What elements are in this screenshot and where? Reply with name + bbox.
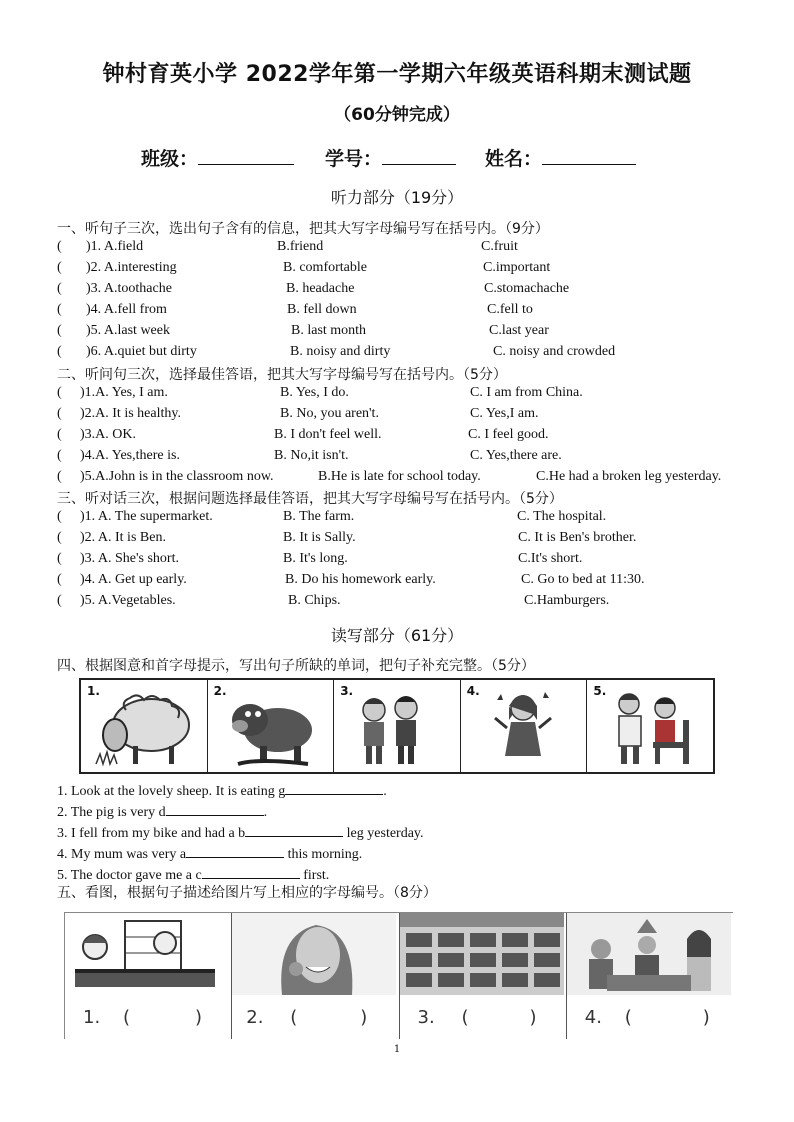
answer-bracket[interactable]: (: [57, 344, 62, 359]
page-title: 钟村育英小学 2022学年第一学期六年级英语科期末测试题: [102, 62, 692, 87]
answer-blank[interactable]: [202, 864, 300, 879]
sentence-text: 5. The doctor gave me a c: [57, 868, 202, 883]
part5-label-2: 2. ( ): [246, 1007, 368, 1028]
option-b: B. No,it isn't.: [274, 448, 349, 463]
traffic-jam-icon: [400, 913, 564, 995]
fill-in-sentence: [57, 822, 424, 842]
option-a: )2.A. It is healthy.: [80, 406, 181, 421]
option-b: B. headache: [286, 281, 355, 296]
question-row: [0, 448, 794, 468]
question-row: [0, 385, 794, 405]
option-a: )5.A.John is in the classroom now.: [80, 469, 274, 484]
part2-instruction: 二、听问句三次，选择最佳答语，把其大写字母编号写在括号内。（5分）: [57, 367, 507, 383]
option-b: B. Do his homework early.: [285, 572, 436, 587]
option-b: B. Yes, I do.: [280, 385, 349, 400]
option-b: B.friend: [277, 239, 324, 254]
answer-bracket[interactable]: (: [57, 469, 62, 484]
option-c: C.stomachache: [484, 281, 570, 296]
answer-bracket[interactable]: (: [57, 260, 62, 275]
part3-instruction: 三、听对话三次，根据问题选择最佳答语，把其大写字母编号写在括号内。（5分）: [57, 491, 563, 507]
option-c: C. noisy and crowded: [493, 344, 616, 359]
option-a: )4. A. Get up early.: [80, 572, 187, 587]
answer-bracket[interactable]: (: [57, 323, 62, 338]
sentence-end: .: [263, 805, 268, 820]
question-row: [0, 344, 794, 364]
option-c: C.He had a broken leg yesterday.: [536, 469, 722, 484]
option-c: C.last year: [489, 323, 549, 338]
part1-instruction: 一、听句子三次，选出句子含有的信息，把其大写字母编号写在括号内。（9分）: [57, 221, 549, 237]
picture-5: [587, 680, 713, 772]
question-row: [0, 239, 794, 259]
question-row: [0, 302, 794, 322]
option-a: )1.A. Yes, I am.: [80, 385, 168, 400]
page-number: 1: [393, 1044, 401, 1055]
part4-picture-strip: [79, 678, 715, 774]
option-b: B. No, you aren't.: [280, 406, 379, 421]
time-limit: （60分钟完成）: [334, 105, 460, 125]
answer-bracket[interactable]: (: [57, 551, 62, 566]
option-c: C. I feel good.: [468, 427, 549, 442]
sentence-end: this morning.: [284, 847, 363, 862]
answer-bracket[interactable]: (: [57, 427, 62, 442]
picture-4: [461, 680, 588, 772]
option-b: B. fell down: [287, 302, 357, 317]
option-c: C.It's short.: [518, 551, 583, 566]
question-row: [0, 427, 794, 447]
question-row: [0, 572, 794, 592]
picture-2: [208, 680, 335, 772]
option-a: )3. A.toothache: [86, 281, 172, 296]
question-row: [0, 406, 794, 426]
answer-blank[interactable]: [186, 843, 284, 858]
option-c: C. Yes,I am.: [470, 406, 539, 421]
student-id-blank[interactable]: [382, 146, 456, 165]
picture-1: [81, 680, 208, 772]
option-b: B. It's long.: [283, 551, 348, 566]
picture-number: 5.: [593, 684, 607, 698]
part5-label-3: 3. ( ): [417, 1007, 537, 1028]
part5-instruction: 五、看图，根据句子描述给图片写上相应的字母编号。（8分）: [57, 885, 437, 901]
question-row: [0, 323, 794, 343]
answer-bracket[interactable]: (: [57, 593, 62, 608]
option-c: C. The hospital.: [517, 509, 607, 524]
shop-counter-icon: [65, 913, 229, 995]
option-a: )5. A.Vegetables.: [80, 593, 176, 608]
part5-picture-3: [400, 913, 567, 1039]
option-c: C.important: [483, 260, 551, 275]
sentence-text: 1. Look at the lovely sheep. It is eating g: [57, 784, 286, 799]
option-b: B. comfortable: [283, 260, 367, 275]
sentence-text: 4. My mum was very a: [57, 847, 187, 862]
option-a: )2. A.interesting: [86, 260, 177, 275]
option-a: )3. A. She's short.: [80, 551, 179, 566]
option-a: )4.A. Yes,there is.: [80, 448, 180, 463]
answer-bracket[interactable]: (: [57, 281, 62, 296]
sentence-end: leg yesterday.: [343, 826, 424, 841]
question-row: [0, 260, 794, 280]
answer-bracket[interactable]: (: [57, 509, 62, 524]
answer-blank[interactable]: [166, 801, 264, 816]
option-b: B. It is Sally.: [283, 530, 356, 545]
answer-bracket[interactable]: (: [57, 572, 62, 587]
option-a: )4. A.fell from: [86, 302, 167, 317]
option-a: )3.A. OK.: [80, 427, 136, 442]
part4-instruction: 四、根据图意和首字母提示，写出句子所缺的单词，把句子补充完整。（5分）: [57, 658, 535, 674]
class-label: 班级：: [141, 148, 199, 170]
question-row: [0, 281, 794, 301]
fill-in-sentence: [57, 801, 267, 821]
part5-picture-4: [567, 913, 733, 1039]
answer-blank[interactable]: [245, 822, 343, 837]
option-a: )5. A.last week: [86, 323, 170, 338]
answer-bracket[interactable]: (: [57, 302, 62, 317]
name-blank[interactable]: [542, 146, 636, 165]
part5-label-1: 1. ( ): [83, 1007, 203, 1028]
option-c: C.fell to: [487, 302, 533, 317]
option-b: B.He is late for school today.: [318, 469, 481, 484]
sentence-end: first.: [299, 868, 330, 883]
answer-bracket[interactable]: (: [57, 406, 62, 421]
question-row: [0, 509, 794, 529]
part5-picture-strip: [64, 912, 733, 1039]
option-b: B. noisy and dirty: [290, 344, 391, 359]
option-b: B. I don't feel well.: [274, 427, 382, 442]
fill-in-sentence: [57, 843, 362, 863]
student-id-field: [325, 144, 456, 171]
picture-number: 1.: [87, 684, 100, 698]
fill-in-sentence: [57, 864, 329, 884]
question-row: [0, 530, 794, 550]
option-a: )1. A. The supermarket.: [80, 509, 213, 524]
question-row: [0, 551, 794, 571]
class-field: [141, 144, 294, 171]
woman-eating-icon: [232, 913, 396, 995]
option-c: C.Hamburgers.: [524, 593, 610, 608]
name-label: 姓名：: [485, 148, 543, 170]
question-row: [0, 593, 794, 613]
answer-bracket[interactable]: (: [57, 239, 62, 254]
answer-blank[interactable]: [285, 780, 383, 795]
option-c: C.fruit: [481, 239, 518, 254]
picture-number: 3.: [340, 684, 354, 698]
sentence-end: .: [383, 784, 387, 799]
option-a: )6. A.quiet but dirty: [86, 344, 197, 359]
option-b: B. last month: [291, 323, 367, 338]
part5-picture-2: [232, 913, 399, 1039]
picture-3: [334, 680, 461, 772]
name-field: [485, 144, 636, 171]
picture-number: 2.: [213, 684, 227, 698]
part5-label-4: 4. ( ): [584, 1007, 710, 1028]
question-row: [0, 469, 794, 489]
sentence-text: 2. The pig is very d: [57, 805, 166, 820]
option-c: C. It is Ben's brother.: [518, 530, 637, 545]
reading-section-header: 读写部分（61分）: [330, 626, 464, 645]
option-a: )1. A.field: [86, 239, 144, 254]
option-c: C. Yes,there are.: [470, 448, 562, 463]
option-c: C. Go to bed at 11:30.: [521, 572, 645, 587]
fill-in-sentence: [57, 780, 387, 800]
option-a: )2. A. It is Ben.: [80, 530, 166, 545]
sentence-text: 3. I fell from my bike and had a b: [57, 826, 246, 841]
class-blank[interactable]: [198, 146, 294, 165]
student-id-label: 学号：: [325, 148, 383, 170]
option-b: B. The farm.: [283, 509, 355, 524]
part5-picture-1: [65, 913, 232, 1039]
answer-bracket[interactable]: (: [57, 385, 62, 400]
picture-number: 4.: [466, 684, 480, 698]
listening-section-header: 听力部分（19分）: [330, 188, 464, 207]
option-c: C. I am from China.: [470, 385, 583, 400]
answer-bracket[interactable]: (: [57, 448, 62, 463]
answer-bracket[interactable]: (: [57, 530, 62, 545]
option-b: B. Chips.: [288, 593, 341, 608]
family-party-icon: [567, 913, 731, 995]
